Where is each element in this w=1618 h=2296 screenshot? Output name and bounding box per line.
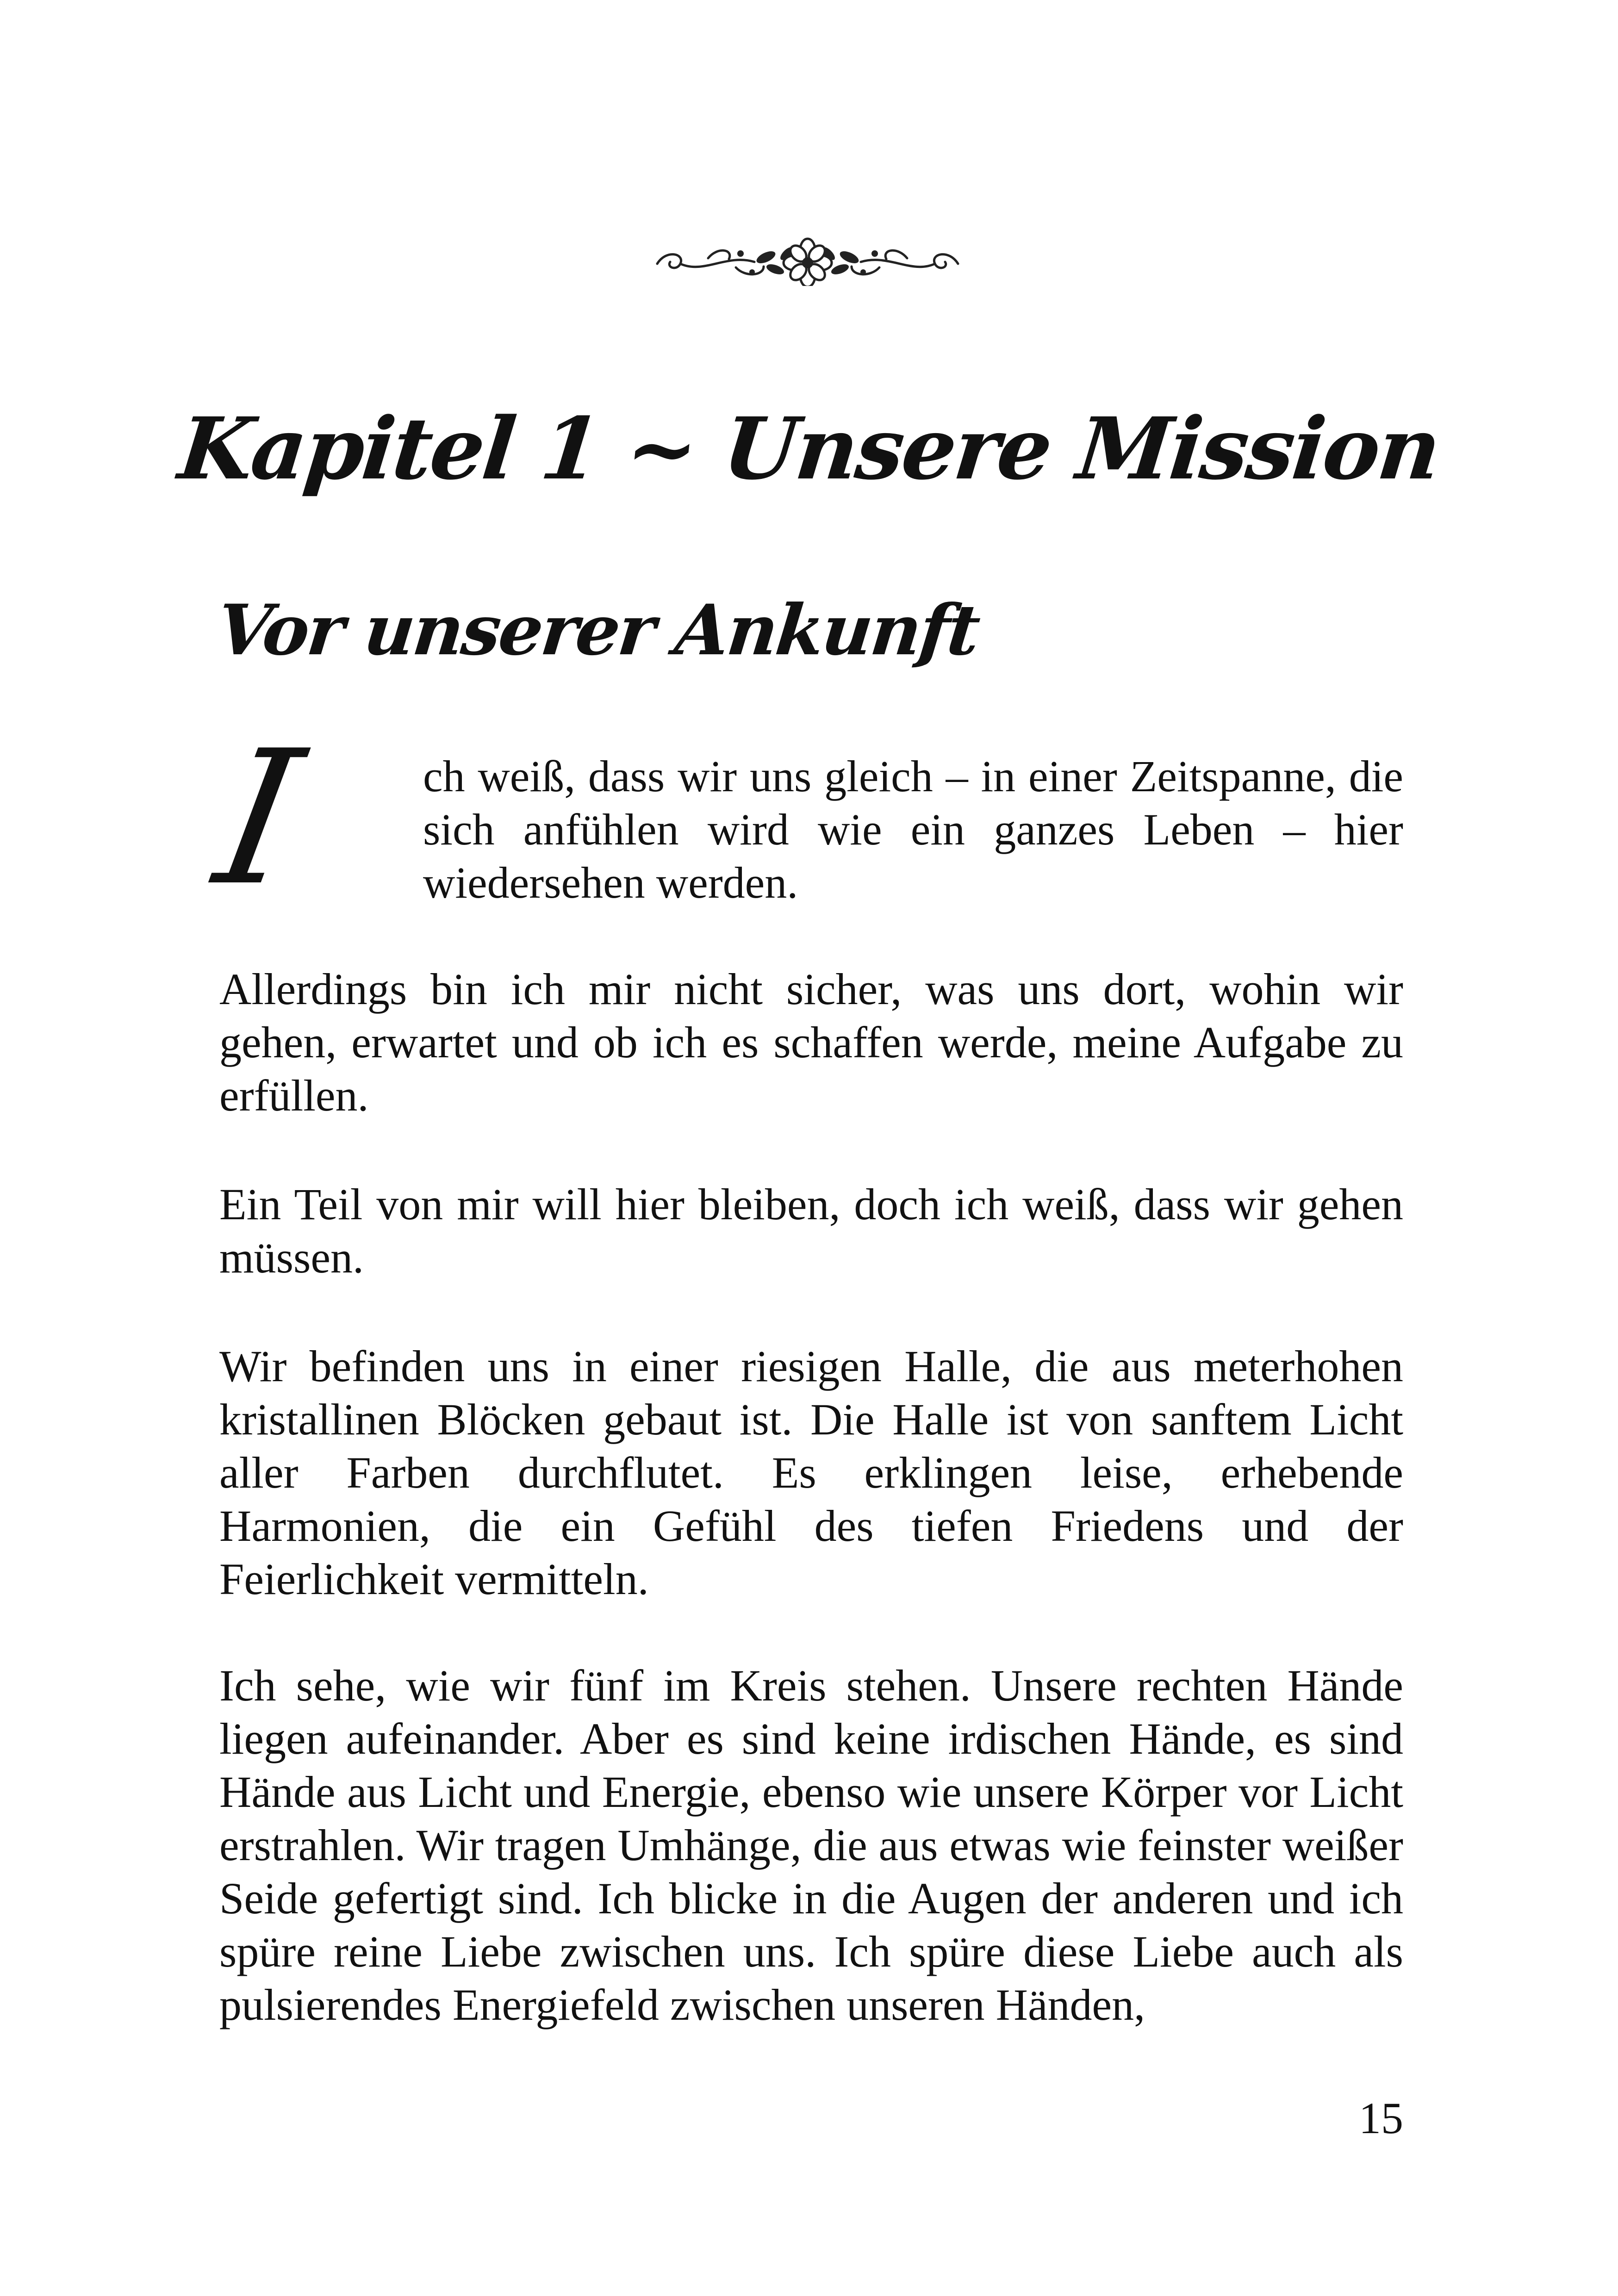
chapter-title: Kapitel 1 ~ Unsere Mission [174,399,1444,499]
paragraph-3: Ein Teil von mir will hier bleiben, doch ich weiß, dass wir gehen müssen. [219,1179,1403,1282]
drop-cap: I [203,711,315,926]
paragraph-4: Wir befinden uns in einer riesigen Halle, die aus meterhohen kristallinen Blöcken gebaut ist. Die Halle ist von sanftem Licht aller Farben durchflutet. Es erklingen leise, erhebende Harmonien, die ein Gefühl des tiefen Friedens und der Feierlichkeit vermitteln. [219,1341,1403,1604]
paragraph-5: Ich sehe, wie wir fünf im Kreis stehen. Unsere rechten Hände liegen aufeinander. Aber es sind keine irdischen Hände, es sind Hände aus Licht und Energie, ebenso wie unsere Körper vor Licht erstrahlen. Wir tragen Umhänge, die aus etwas wie feinster weißer Seide gefertigt sind. Ich blicke in die Augen der anderen und ich spüre reine Liebe zwischen uns. Ich spüre diese Liebe auch als pulsierendes Energiefeld zwischen unseren Händen, [219,1661,1403,2029]
paragraph-1: ch weiß, dass wir uns gleich – in einer Zeitspanne, die sich anfühlen wird wie ein ganzes Leben – hier wiedersehen werden. [423,751,1403,907]
page-number: 15 [1359,2093,1403,2143]
floral-ornament-icon [648,235,967,286]
paragraph-2: Allerdings bin ich mir nicht sicher, was uns dort, wohin wir gehen, erwartet und ob ich es schaffen werde, meine Aufgabe zu erfüllen. [219,964,1403,1120]
section-title: Vor unserer Ankunft [213,590,983,671]
